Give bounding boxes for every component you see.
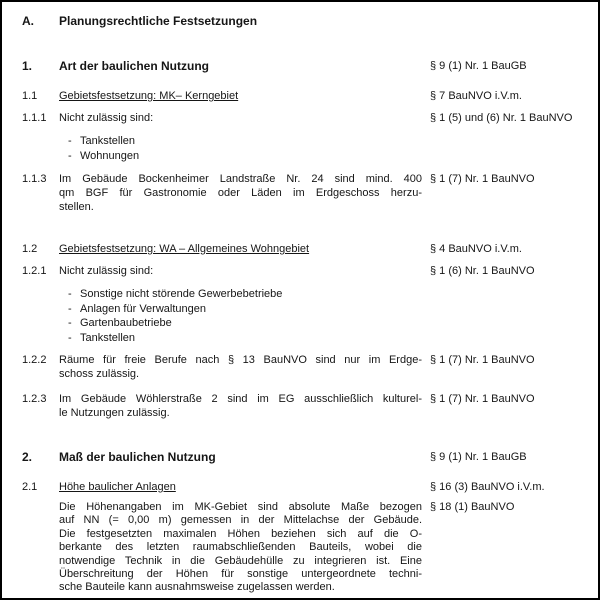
bullet-marker: -	[68, 288, 72, 300]
paragraph-line: Überschreitung der Höhen für sonstige untergeordnete techni-	[59, 568, 422, 581]
section-1-2	[22, 242, 590, 256]
section-1-1-3	[22, 172, 590, 214]
bullet-list-1	[22, 134, 590, 163]
bullet-item	[59, 149, 422, 164]
law-reference: § 16 (3) BauNVO i.V.m.	[430, 481, 545, 493]
paragraph-line: sche Bauteile kann ausnahmsweise zugelassen werden.	[59, 581, 335, 594]
paragraph-line: Die Höhenangaben im MK-Gebiet sind absolute Maße bezogen	[59, 501, 422, 513]
bullet-item	[59, 331, 422, 346]
law-reference: § 9 (1) Nr. 1 BauGB	[430, 60, 527, 72]
bullet-marker: -	[68, 317, 72, 329]
bullet-list-2	[22, 287, 590, 345]
section-number: 1.2.3	[22, 393, 47, 405]
section-number: 1.2.2	[22, 354, 47, 366]
page-title: Planungsrechtliche Festsetzungen	[59, 14, 258, 28]
section-title: Nicht zulässig sind:	[59, 265, 154, 277]
section-1-2-3	[22, 392, 590, 420]
section-1-1-1	[22, 111, 590, 125]
section-2-1	[22, 480, 590, 494]
paragraph-line: notwendige Technik in die Gebäudehülle zu integrieren ist. Eine	[59, 554, 422, 567]
section-1-2-1	[22, 264, 590, 278]
paragraph-line: Im Gebäude Wöhlerstraße 2 sind im EG ausschließlich kulturel-	[59, 393, 422, 405]
section-number: 1.1	[22, 90, 38, 102]
law-reference: § 7 BauNVO i.V.m.	[430, 90, 522, 102]
paragraph-line: berkante des letzten raumabschließenden Bauteils, wobei die	[59, 541, 422, 554]
section-number: 1.2	[22, 243, 38, 255]
section-number: 2.	[22, 450, 33, 464]
paragraph-line: Räume für freie Berufe nach § 13 BauNVO sind nur im Erdge-	[59, 354, 422, 366]
bullet-text: Anlagen für Verwaltungen	[80, 302, 206, 315]
section-number: 1.1.1	[22, 112, 47, 124]
law-reference: § 1 (7) Nr. 1 BauNVO	[430, 173, 535, 185]
section-1-1	[22, 89, 590, 103]
bullet-item	[59, 134, 422, 149]
bullet-text: Tankstellen	[80, 135, 136, 147]
bullet-text: Gartenbaubetriebe	[80, 317, 172, 329]
section-title: Maß der baulichen Nutzung	[59, 450, 216, 464]
bullet-marker: -	[68, 149, 72, 162]
section-title: Nicht zulässig sind:	[59, 112, 154, 124]
bullet-item	[59, 316, 422, 331]
bullet-item	[59, 287, 422, 302]
paragraph-line: auf NN (= 0,00 m) gemessen in der Mittelachse der Gebäude.	[59, 514, 422, 527]
section-2	[22, 450, 590, 465]
section-title: Art der baulichen Nutzung	[59, 59, 209, 73]
paragraph-line: Die festgesetzten maximalen Höhen beziehen sich auf die O-	[59, 527, 422, 540]
bullet-text: Tankstellen	[80, 331, 136, 344]
section-2-1-body	[22, 501, 590, 595]
paragraph-line: Im Gebäude Bockenheimer Landstraße Nr. 24 sind mind. 400	[59, 173, 422, 185]
section-1	[22, 59, 590, 74]
bullet-marker: -	[68, 331, 72, 344]
section-1-2-2	[22, 353, 590, 381]
bullet-text: Sonstige nicht störende Gewerbebetriebe	[80, 288, 283, 300]
section-title: Gebietsfestsetzung: WA – Allgemeines Wohngebiet	[59, 243, 310, 255]
heading-number: A.	[22, 14, 34, 28]
law-reference: § 18 (1) BauNVO	[430, 501, 515, 513]
section-title: Höhe baulicher Anlagen	[59, 481, 176, 493]
section-number: 1.2.1	[22, 265, 47, 277]
law-reference: § 1 (6) Nr. 1 BauNVO	[430, 265, 535, 277]
law-reference: § 1 (5) und (6) Nr. 1 BauNVO	[430, 112, 573, 124]
section-title: Gebietsfestsetzung: MK– Kerngebiet	[59, 90, 239, 102]
paragraph-line: schoss zulässig.	[59, 368, 140, 380]
law-reference: § 9 (1) Nr. 1 BauGB	[430, 451, 527, 463]
law-reference: § 4 BauNVO i.V.m.	[430, 243, 522, 255]
section-number: 1.	[22, 59, 33, 73]
bullet-marker: -	[68, 135, 72, 147]
document-heading	[22, 14, 590, 29]
section-number: 2.1	[22, 481, 38, 493]
bullet-marker: -	[68, 302, 72, 315]
paragraph-line: qm BGF für Gastronomie oder Läden im Erdgeschoss herzu-	[59, 187, 422, 199]
bullet-item	[59, 302, 422, 317]
paragraph-line: stellen.	[59, 201, 94, 213]
bullet-text: Wohnungen	[80, 149, 140, 162]
section-number: 1.1.3	[22, 173, 47, 185]
law-reference: § 1 (7) Nr. 1 BauNVO	[430, 354, 535, 366]
paragraph-line: le Nutzungen zulässig.	[59, 407, 170, 419]
law-reference: § 1 (7) Nr. 1 BauNVO	[430, 393, 535, 405]
